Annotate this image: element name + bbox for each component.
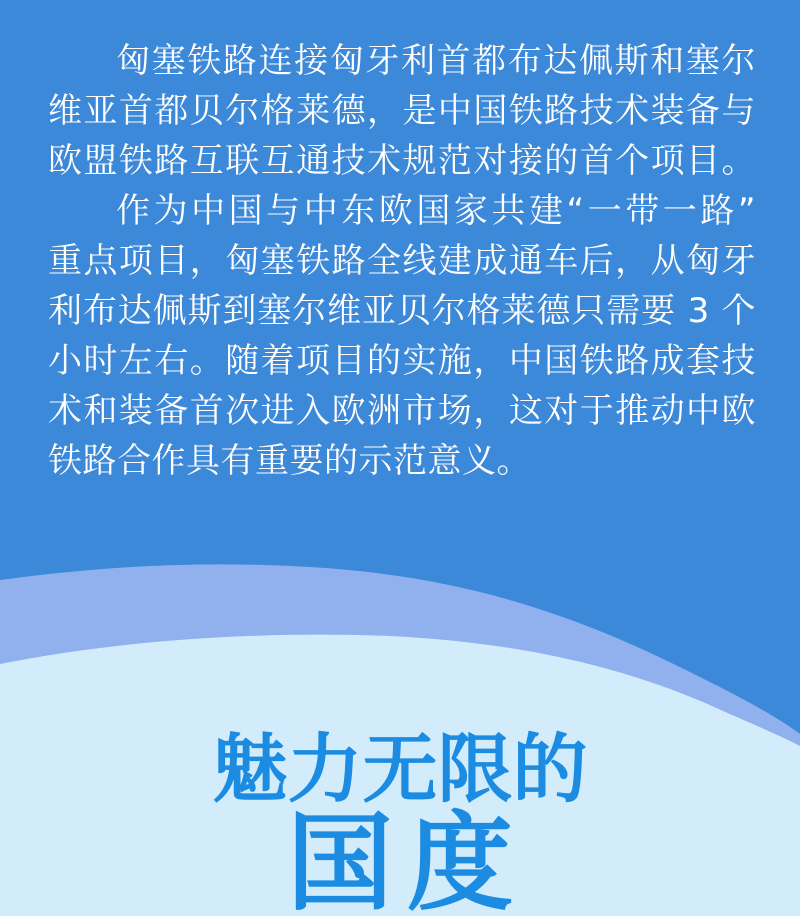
article-line: 匈塞铁路连接匈牙利首都布达佩斯和塞尔 bbox=[116, 41, 756, 81]
article-text-block bbox=[48, 36, 756, 486]
article-line: 维亚首都贝尔格莱德，是中国铁路技术装备与 bbox=[48, 91, 756, 131]
article-line: 利布达佩斯到塞尔维亚贝尔格莱德只需要 3 个 bbox=[48, 291, 756, 331]
article-line: 欧盟铁路互联互通技术规范对接的首个项目。 bbox=[48, 141, 756, 181]
banner-title-line1: 魅力无限的 bbox=[212, 725, 588, 813]
article-line: 铁路合作具有重要的示范意义。 bbox=[48, 441, 531, 481]
article-line: 重点项目，匈塞铁路全线建成通车后，从匈牙 bbox=[48, 241, 756, 281]
banner-title-line2: 国度 bbox=[287, 802, 527, 916]
article-line: 作为中国与中东欧国家共建“一带一路” bbox=[116, 191, 756, 231]
article-line: 小时左右。随着项目的实施，中国铁路成套技 bbox=[48, 341, 756, 381]
article-line: 术和装备首次进入欧洲市场，这对于推动中欧 bbox=[48, 391, 756, 431]
